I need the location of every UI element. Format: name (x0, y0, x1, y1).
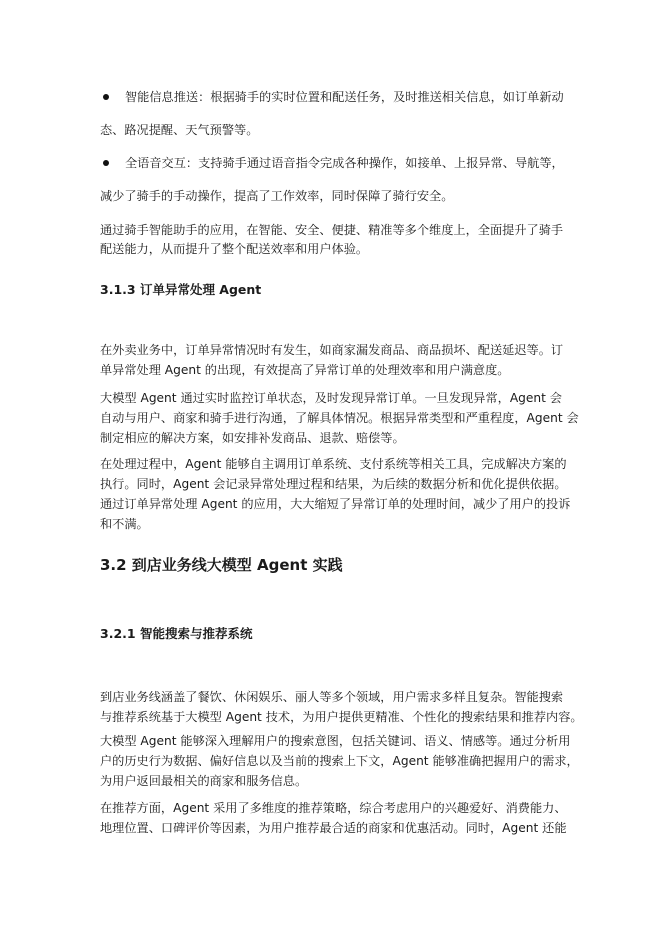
bullet-text: 全语音交互：支持骑手通过语音指令完成各种操作，如接单、上报异常、导航等， (125, 156, 564, 170)
bullet-text-continued: 减少了骑手的手动操作，提高了工作效率，同时保障了骑行安全。 (100, 189, 454, 203)
bullet-text-continued: 态、路况提醒、天气预警等。 (100, 123, 259, 137)
bullet-item (100, 81, 562, 114)
text-line: 与推荐系统基于大模型 Agent 技术，为用户提供更精准、个性化的搜索结果和推荐内容。 (100, 710, 583, 724)
text-line: 配送能力，从而提升了整个配送效率和用户体验。 (100, 242, 369, 256)
bullet-text: 智能信息推送：根据骑手的实时位置和配送任务，及时推送相关信息，如订单新动 (125, 90, 564, 104)
text-line: 通过订单异常处理 Agent 的应用，大大缩短了异常订单的处理时间，减少了用户的投诉 (100, 497, 571, 511)
text-line: 执行。同时，Agent 会记录异常处理过程和结果，为后续的数据分析和优化提供依据。 (100, 477, 567, 491)
text-line: 户的历史行为数据、偏好信息以及当前的搜索上下文，Agent 能够准确把握用户的需求， (100, 754, 579, 768)
bullet-list (100, 81, 562, 213)
bullet-icon (103, 160, 109, 166)
text-line: 通过骑手智能助手的应用，在智能、安全、便捷、精准等多个维度上，全面提升了骑手 (100, 223, 564, 237)
text-line: 在推荐方面，Agent 采用了多维度的推荐策略，综合考虑用户的兴趣爱好、消费能力、 (100, 801, 567, 815)
paragraph (100, 731, 579, 791)
text-line: 地理位置、口碑评价等因素，为用户推荐最合适的商家和优惠活动。同时，Agent 还能 (100, 821, 567, 835)
text-line: 大模型 Agent 能够深入理解用户的搜索意图，包括关键词、语义、情感等。通过分析用 (100, 734, 571, 748)
text-line: 为用户返回最相关的商家和服务信息。 (100, 774, 308, 788)
bullet-item (100, 147, 562, 180)
text-line: 自动与用户、商家和骑手进行沟通，了解具体情况。根据异常类型和严重程度，Agent 会 (100, 411, 579, 425)
paragraph (100, 340, 562, 380)
paragraph (100, 687, 583, 727)
text-line: 大模型 Agent 通过实时监控订单状态，及时发现异常订单。一旦发现异常，Agent 会 (100, 391, 562, 405)
text-line: 在外卖业务中，订单异常情况时有发生，如商家漏发商品、商品损坏、配送延迟等。订 (100, 343, 564, 357)
paragraph-summary (100, 221, 562, 259)
text-line: 单异常处理 Agent 的出现，有效提高了异常订单的处理效率和用户满意度。 (100, 363, 510, 377)
section-heading-3-2: 3.2 到店业务线大模型 Agent 实践 (100, 556, 343, 574)
text-line: 到店业务线涵盖了餐饮、休闲娱乐、丽人等多个领域，用户需求多样且复杂。智能搜索 (100, 690, 564, 704)
text-line: 和不满。 (100, 517, 149, 531)
text-line: 制定相应的解决方案，如安排补发商品、退款、赔偿等。 (100, 431, 405, 445)
text-line: 在处理过程中，Agent 能够自主调用订单系统、支付系统等相关工具，完成解决方案的 (100, 457, 567, 471)
paragraph (100, 798, 567, 838)
paragraph (100, 388, 579, 448)
section-heading-3-1-3: 3.1.3 订单异常处理 Agent (100, 282, 262, 297)
section-heading-3-2-1: 3.2.1 智能搜索与推荐系统 (100, 626, 253, 641)
paragraph (100, 454, 571, 534)
bullet-icon (103, 94, 109, 100)
